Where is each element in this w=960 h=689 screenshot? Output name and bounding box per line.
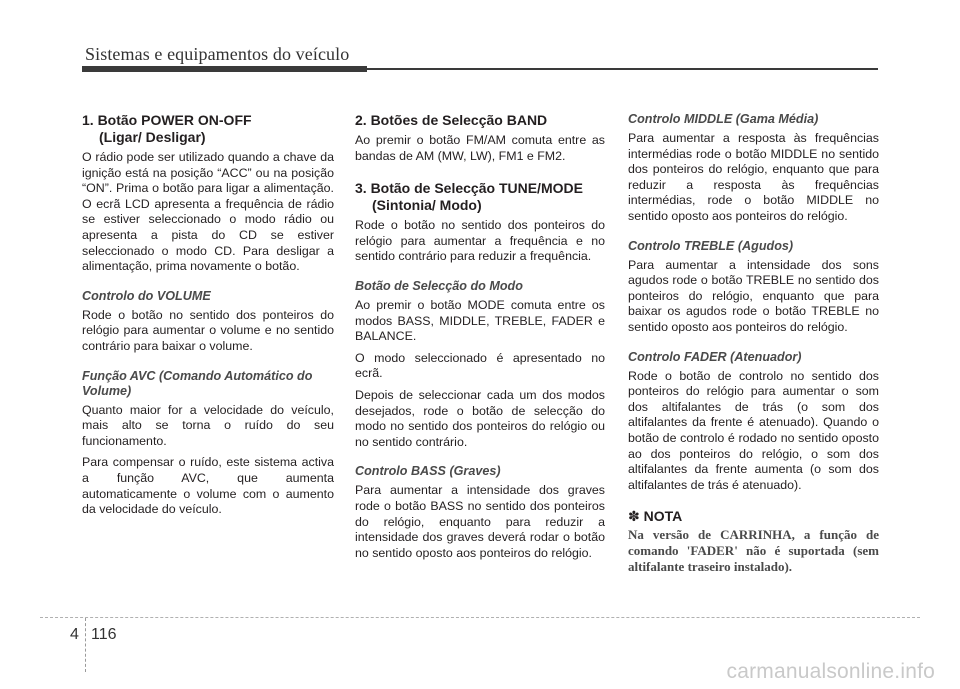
heading-power-line1: 1. Botão POWER ON-OFF (82, 112, 252, 128)
paragraph-middle: Para aumentar a resposta às frequências intermédias rode o botão MIDDLE no sentido dos ponteiros do relógio, enquanto que para reduzir a resposta às frequências intermédias, rode o botão MIDDLE no sentido oposto aos ponteiros do relógio. (628, 131, 879, 223)
heading-tune-line1: 3. Botão de Selecção TUNE/MODE (355, 180, 583, 197)
paragraph-bass: Para aumentar a intensidade dos graves rode o botão BASS no sentido dos ponteiros do relógio, enquanto para reduzir a intensidade dos graves deverá rodar o botão no sentido oposto aos ponteiros do relógio. (355, 483, 605, 560)
paragraph-tune: Rode o botão no sentido dos ponteiros do relógio para aumentar a frequência e no sentido contrário para reduzir a frequência. (355, 218, 605, 264)
paragraph-avc-1: Quanto maior for a velocidade do veículo, mais alto se torna o ruído do seu funcionamento. (82, 402, 334, 448)
heading-power-line2: (Ligar/ Desligar) (99, 129, 206, 145)
paragraph-mode-2: O modo seleccionado é apresentado no ecrã. (355, 350, 605, 381)
heading-power-button (82, 112, 334, 146)
chapter-number: 4 (70, 626, 79, 643)
page-number: 116 (91, 626, 117, 643)
subheading-fader: Controlo FADER (Atenuador) (628, 349, 802, 364)
paragraph-avc-2: Para compensar o ruído, este sistema activa a função AVC, que aumenta automaticamente o volume com o aumento da velocidade do veículo. (82, 455, 334, 517)
paragraph-mode-1: Ao premir o botão MODE comuta entre os modos BASS, MIDDLE, TREBLE, FADER e BALANCE. (355, 297, 605, 344)
footer-divider (85, 618, 87, 672)
paragraph-fader: Rode o botão de controlo no sentido dos ponteiros do relógio para aumentar o som dos altifalantes de trás (o som dos altifalantes da frente é atenuado). Quando o botão de controlo é rodado no sentido oposto ao dos ponteiros do relógio, o som dos altifalantes da frente aumenta (o som dos altifalantes de trás é atenuado). (628, 368, 879, 492)
column-1 (82, 112, 334, 524)
subheading-volume: Controlo do VOLUME (82, 288, 211, 303)
subheading-mode: Botão de Selecção do Modo (355, 278, 523, 293)
paragraph-mode-3: Depois de seleccionar cada um dos modos desejados, rode o botão de selecção do modo no sentido dos ponteiros do relógio ou no sentido contrário. (355, 387, 605, 449)
footer-rule (40, 617, 920, 618)
heading-tune-line2: (Sintonia/ Modo) (372, 197, 482, 214)
heading-band-button: 2. Botões de Selecção BAND (355, 112, 548, 128)
paragraph-band: Ao premir o botão FM/AM comuta entre as bandas de AM (MW, LW), FM1 e FM2. (355, 133, 605, 163)
paragraph-power: O rádio pode ser utilizado quando a chave da ignição está na posição “ACC” ou na posição “ON”. Prima o botão para ligar a alimentação. O ecrã LCD apresenta a frequência de rádio se estiver seleccionado o modo rádio ou apresenta a pista do CD se estiver seleccionado o modo CD. Para desligar a alimentação, prima novamente o botão. (82, 150, 334, 274)
column-2 (355, 112, 605, 567)
paragraph-volume: Rode o botão no sentido dos ponteiros do relógio para aumentar o volume e no sentido contrário para baixar o volume. (82, 307, 334, 353)
subheading-treble: Controlo TREBLE (Agudos) (628, 238, 794, 253)
page-header-title: Sistemas e equipamentos do veículo (85, 44, 350, 64)
note-body: Na versão de CARRINHA, a função de comando 'FADER' não é suportada (sem altifalante traseiro instalado). (628, 526, 879, 574)
subheading-avc: Função AVC (Comando Automático do Volume) (82, 368, 313, 398)
watermark: carmanualsonline.info (726, 660, 935, 683)
subheading-bass: Controlo BASS (Graves) (355, 464, 501, 479)
column-3 (628, 112, 879, 581)
paragraph-treble: Para aumentar a intensidade dos sons agudos rode o botão TREBLE no sentido dos ponteiros do relógio, enquanto que para baixar os agudos rode o botão TREBLE no sentido oposto aos ponteiros do relógio. (628, 257, 879, 334)
header-rule (82, 68, 878, 70)
note-title: ✽ NOTA (628, 508, 683, 525)
heading-tune-mode (355, 180, 605, 214)
subheading-middle: Controlo MIDDLE (Gama Média) (628, 112, 819, 126)
